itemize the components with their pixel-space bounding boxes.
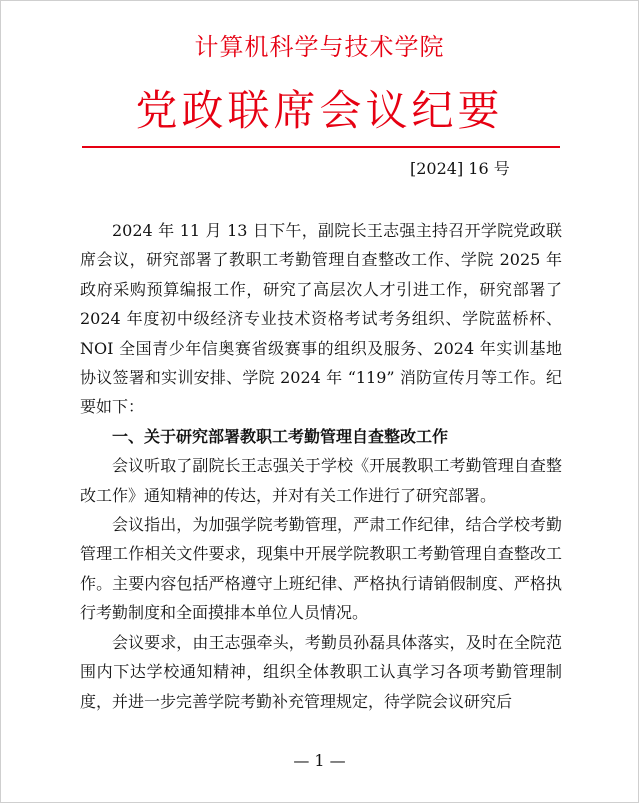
red-divider-line — [82, 146, 560, 148]
section-1-paragraph-3: 会议要求，由王志强牵头，考勤员孙磊具体落实，及时在全院范围内下达学校通知精神，组织全体教职工认真学习各项考勤管理制度，并进一步完善学院考勤补充管理规定，待学院会议研究后 — [80, 632, 562, 711]
document-title: 党政联席会议纪要 — [135, 86, 504, 135]
page-number: — 1 — — [293, 751, 346, 770]
document-body — [80, 216, 562, 716]
section-1-paragraph-2: 会议指出，为加强学院考勤管理，严肃工作纪律，结合学校考勤管理工作相关文件要求，现集中开展学院教职工考勤管理自查整改工作。主要内容包括严格遵守上班纪律、严格执行请销假制度、严格执行考勤制度和全面摸排本单位人员情况。 — [80, 515, 562, 623]
document-number: [2024] 16 号 — [410, 159, 510, 178]
institute-name: 计算机科学与技术学院 — [194, 33, 445, 61]
section-1-paragraph-1: 会议听取了副院长王志强关于学校《开展教职工考勤管理自查整改工作》通知精神的传达，并对有关工作进行了研究部署。 — [80, 456, 562, 505]
section-heading-1: 一、关于研究部署教职工考勤管理自查整改工作 — [112, 426, 449, 446]
intro-paragraph: 2024 年 11 月 13 日下午，副院长王志强主持召开学院党政联席会议，研究部署了教职工考勤管理自查整改工作、学院 2025 年政府采购预算编报工作，研究了高层次人才引进工作，研究部署了 2024 年度初中级经济专业技术资格考试考务组织、学院蓝桥杯、NOI 全国青少年信奥赛省级赛事的组织及服务、2024 年实训基地协议签署和实训安排、学院 2024 年 “119” 消防宣传月等工作。纪要如下： — [80, 221, 562, 417]
